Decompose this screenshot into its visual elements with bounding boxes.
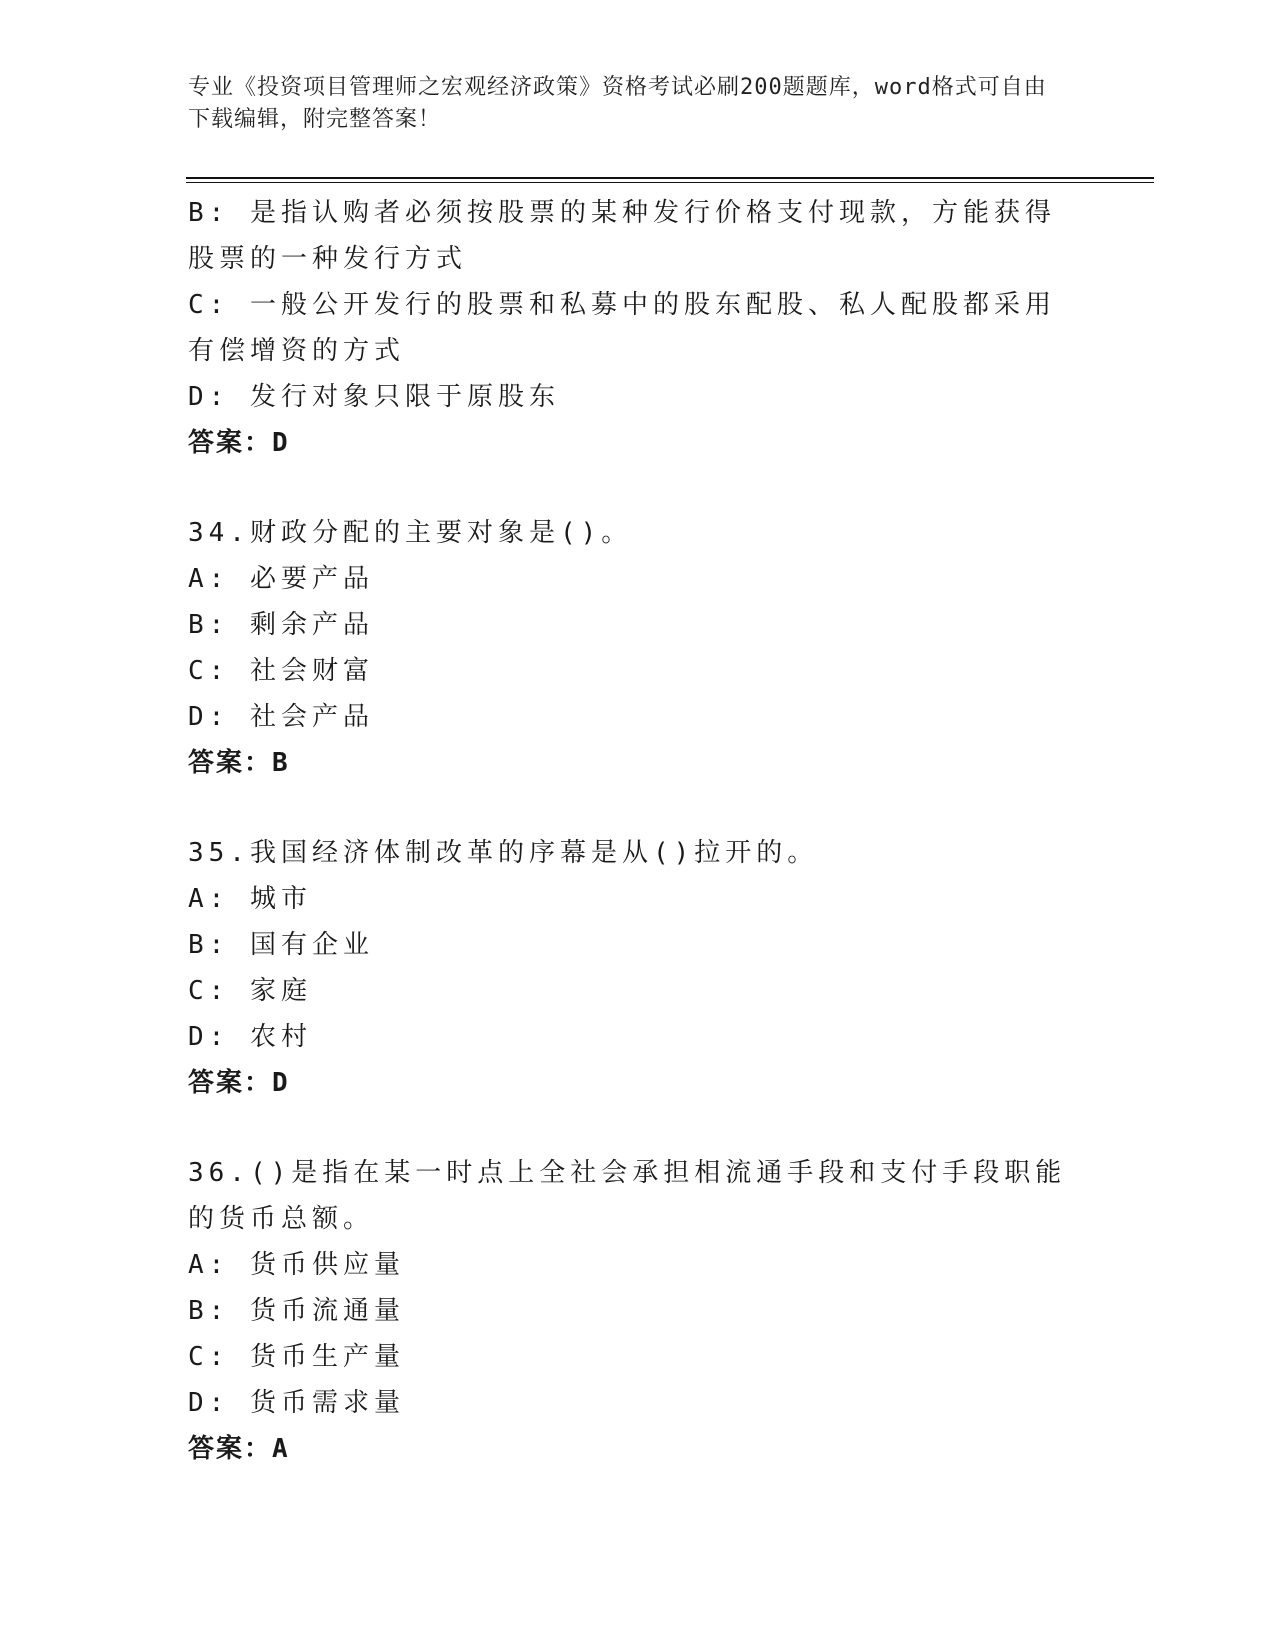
- question-block-continued: [188, 190, 1088, 466]
- option-a: A: 城市: [188, 884, 312, 914]
- header-rule-thin: [186, 182, 1154, 183]
- option-d: D: 发行对象只限于原股东: [188, 382, 560, 412]
- option-c: C: 家庭: [188, 976, 312, 1006]
- answer-label: 答案：: [188, 428, 273, 458]
- header-rule-thick: [186, 177, 1154, 179]
- question-block: [188, 510, 1088, 786]
- question-block: [188, 1150, 1088, 1472]
- option-d: D: 农村: [188, 1022, 312, 1052]
- document-header: 专业《投资项目管理师之宏观经济政策》资格考试必刷200题题库，word格式可自由下载编辑，附完整答案！: [188, 75, 1047, 132]
- option-d: D: 货币需求量: [188, 1388, 405, 1418]
- option-b: B: 国有企业: [188, 930, 374, 960]
- answer-line: [188, 740, 1088, 786]
- answer-line: [188, 420, 1088, 466]
- option-a: A: 货币供应量: [188, 1250, 405, 1280]
- question-stem: 35.我国经济体制改革的序幕是从()拉开的。: [188, 838, 819, 868]
- option-c: C: 货币生产量: [188, 1342, 405, 1372]
- option-b: B: 剩余产品: [188, 610, 374, 640]
- option-a: A: 必要产品: [188, 564, 374, 594]
- option-b: B: 货币流通量: [188, 1296, 405, 1326]
- answer-value: B: [272, 748, 290, 778]
- question-stem: 36.()是指在某一时点上全社会承担相流通手段和支付手段职能的货币总额。: [188, 1158, 1067, 1234]
- answer-line: [188, 1426, 1088, 1472]
- answer-value: D: [272, 428, 290, 458]
- answer-value: D: [272, 1068, 290, 1098]
- answer-line: [188, 1060, 1088, 1106]
- option-c: C: 社会财富: [188, 656, 374, 686]
- option-c: C: 一般公开发行的股票和私募中的股东配股、私人配股都采用有偿增资的方式: [188, 290, 1056, 366]
- question-list: [188, 190, 1088, 1472]
- question-stem: 34.财政分配的主要对象是()。: [188, 518, 633, 548]
- answer-label: 答案：: [188, 1068, 273, 1098]
- answer-value: A: [272, 1434, 290, 1464]
- option-d: D: 社会产品: [188, 702, 374, 732]
- option-b: B: 是指认购者必须按股票的某种发行价格支付现款，方能获得股票的一种发行方式: [188, 198, 1056, 274]
- answer-label: 答案：: [188, 1434, 273, 1464]
- answer-label: 答案：: [188, 748, 273, 778]
- question-block: [188, 830, 1088, 1106]
